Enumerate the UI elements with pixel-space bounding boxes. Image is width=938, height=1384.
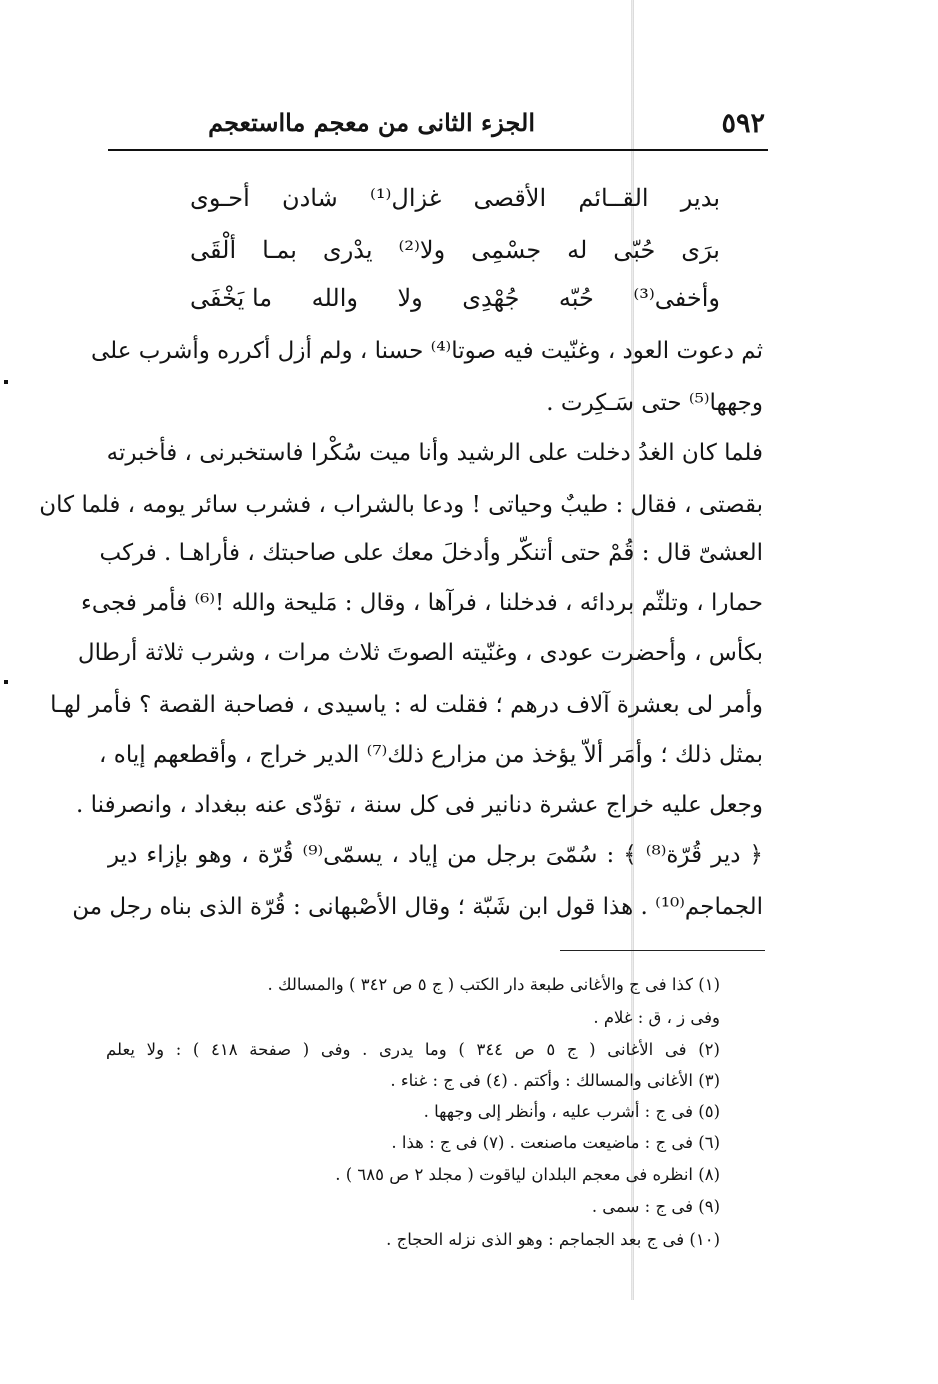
footnote: (٨) انظره فى معجم البلدان لياقوت ( مجلد ٢ ص ٦٨٥ ) .: [335, 1165, 720, 1184]
verse-word: بمـا: [262, 236, 297, 264]
footnote: (١٠) فى ج بعد الجماجم : وهو الذى نزله الحجاج .: [386, 1230, 720, 1249]
verse-word: وأخفى⁽³⁾: [633, 284, 720, 312]
body-line: وأمر لى بعشرة آلاف درهم ؛ فقلت له : ياسيدى ، فصاحبة القصة ؟ فأمر لهـا: [50, 692, 763, 718]
footnote-rule: [560, 950, 765, 951]
poem-verse: [190, 284, 720, 324]
verse-word: الأقصى: [473, 184, 547, 212]
poem-verse: [190, 184, 720, 224]
margin-mark: [4, 380, 8, 384]
verse-word: جسْمِى: [471, 236, 542, 264]
body-line: ﴿ دير قُرّة⁽⁸⁾ ﴾ : سُمّىَ برجل من إياد ، يسمّى⁽⁹⁾ قُرّة ، وهو بإزاء دير: [108, 842, 763, 868]
body-line: فلما كان الغدُ دخلت على الرشيد وأنا ميت سُكْرا فاستخبرنى ، فأخبرته: [106, 440, 763, 466]
body-line: بكأس ، وأحضرت عودى ، وغنّيته الصوتَ ثلاث مرات ، وشرب ثلاثة أرطال: [77, 640, 763, 666]
body-line: ثم دعوت العود ، وغنّيت فيه صوتا⁽⁴⁾ حسنا ، ولم أزل أكرره وأشرب على: [90, 338, 763, 364]
body-line: العشىّ قال : قُمْ حتى أتنكّر وأدخلَ معك على صاحبتك ، فأراهـا . فركب: [99, 540, 763, 566]
verse-word: والله: [311, 284, 358, 312]
body-line: وجهها⁽⁵⁾ حتى سَـكِرت .: [546, 390, 763, 416]
verse-word: له: [567, 236, 588, 264]
margin-mark: [4, 680, 8, 684]
body-line: الجماجم⁽¹⁰⁾ . هذا قول ابن شَبّة ؛ وقال الأصْبهانى : قُرّة الذى بناه رجل من: [72, 894, 763, 920]
verse-word: بدير: [680, 184, 720, 212]
verse-word: ولا⁽²⁾: [398, 236, 446, 264]
verse-word: القــائم: [578, 184, 649, 212]
body-line: بمثل ذلك ؛ وأمَر ألاّ يؤخذ من مزارع ذلك⁽⁷⁾ الدير خراج ، وأقطعهم إياه ،: [99, 742, 763, 768]
verse-word: ولا: [397, 284, 423, 312]
footnote: (٦) فى ج : ماضيعت ماصنعت . (٧) فى ج : هذا .: [391, 1133, 720, 1152]
page-number: ٥٩٢: [721, 108, 765, 139]
footnote: (٩) فى ج : سمى .: [591, 1197, 720, 1216]
verse-word: غزال⁽¹⁾: [369, 184, 442, 212]
verse-word: أحـوى: [190, 184, 250, 212]
running-title: الجزء الثانى من معجم مااستعجم: [208, 108, 535, 137]
body-line: حمارا ، وتلثّم بردائه ، فدخلنا ، فرآها ، وقال : مَليحة والله !⁽⁶⁾ فأمر فجىء: [81, 590, 763, 616]
footnote: (١) كذا فى ج والأغانى طبعة دار الكتب ( ج ٥ ص ٣٤٢ ) والمسالك .: [267, 975, 720, 994]
footnote: وفى ز ، ق : غلام .: [593, 1008, 720, 1027]
footnote: (٢) فى الأغانى ( ج ٥ ص ٣٤٤ ) وما يدرى . وفى ( صفحة ٤١٨ ) : ولا يعلم: [106, 1040, 720, 1059]
page-header: [110, 100, 765, 150]
poem-verse: [190, 236, 720, 276]
header-rule: [108, 149, 768, 151]
footnote: (٥) فى ج : أشرب عليه ، وأنظر إلى وجهها .: [423, 1102, 720, 1121]
verse-word: ما يَخْفَى: [190, 284, 273, 312]
verse-word: حُبّه: [558, 284, 594, 312]
footnote: (٣) الأغانى والمسالك : وأكتم . (٤) فى ج : غناء .: [390, 1071, 720, 1090]
body-line: بقصتى ، فقال : طيبٌ وحياتى ! ودعا بالشراب ، فشرب سائر يومه ، فلما كان: [39, 492, 763, 518]
verse-word: يدْرى: [322, 236, 373, 264]
verse-word: ألْقَى: [190, 236, 237, 264]
verse-word: جُهْدِى: [462, 284, 520, 312]
verse-word: حُبّى: [613, 236, 656, 264]
verse-word: برَى: [681, 236, 720, 264]
body-line: وجعل عليه خراج عشرة دنانير فى كل سنة ، تؤدّى عنه ببغداد ، وانصرفنا .: [76, 792, 763, 818]
verse-word: شادن: [281, 184, 338, 212]
